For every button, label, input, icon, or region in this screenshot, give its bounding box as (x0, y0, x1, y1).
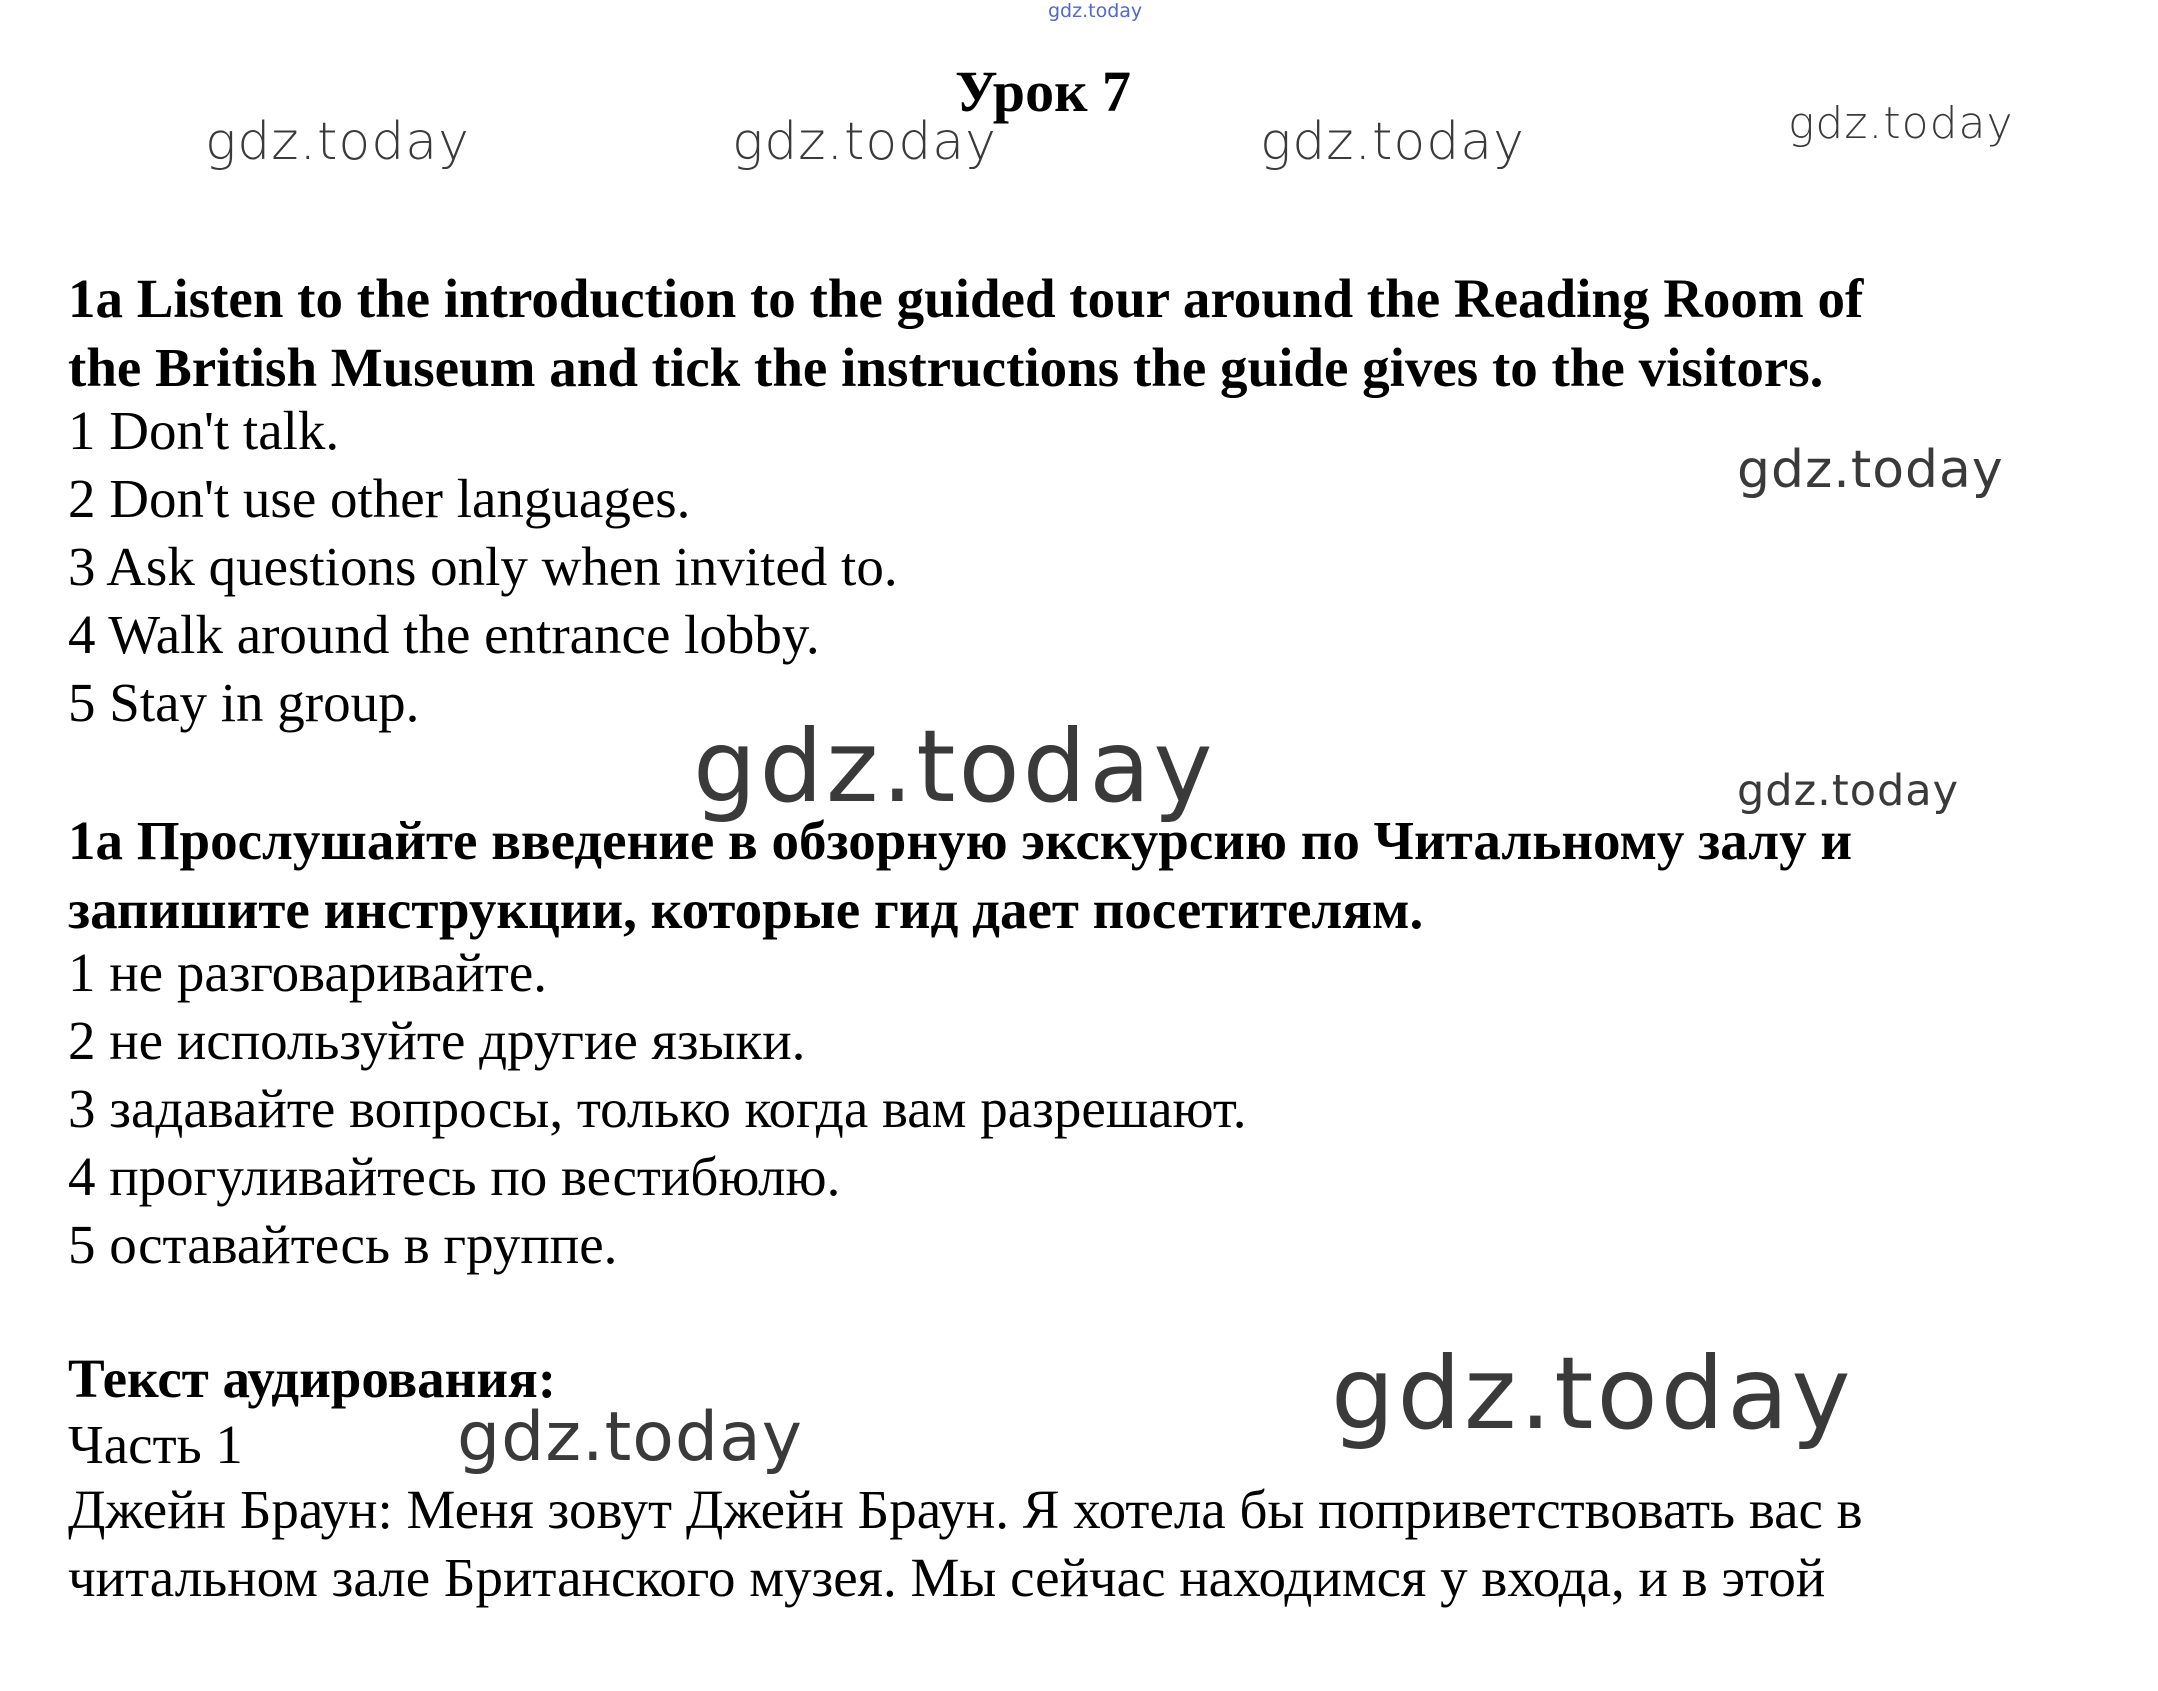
watermark: gdz.today (457, 1398, 803, 1477)
heading-line: the British Museum and tick the instructions the guide gives to the visitors. (68, 337, 1824, 398)
part-label: Часть 1 (68, 1414, 243, 1475)
russian-task-heading (68, 806, 1852, 944)
audio-section-title: Текст аудирования: (68, 1348, 557, 1409)
english-instruction-list (68, 397, 898, 737)
list-item: 3 задавайте вопросы, только когда вам разрешают. (68, 1078, 1247, 1139)
transcript-line: читальном зале Британского музея. Мы сейчас находимся у входа, и в этой (68, 1547, 1826, 1608)
watermark: gdz.today (1788, 98, 2014, 149)
watermark: gdz.today (1260, 112, 1525, 172)
watermark-large: gdz.today (693, 708, 1216, 825)
page-title: Урок 7 (955, 59, 1131, 124)
watermark: gdz.today (1737, 766, 1960, 816)
transcript-line: Джейн Браун: Меня зовут Джейн Браун. Я хотела бы поприветствовать вас в (68, 1479, 1863, 1540)
list-item: 2 Don't use other languages. (68, 468, 691, 529)
russian-instruction-list (68, 939, 1247, 1279)
list-item: 2 не используйте другие языки. (68, 1010, 806, 1071)
list-item: 4 прогуливайтесь по вестибюлю. (68, 1146, 841, 1207)
heading-line: 1a Прослушайте введение в обзорную экскурсию по Читальному залу и (68, 810, 1853, 871)
list-item: 5 Stay in group. (68, 672, 420, 733)
heading-line: запишите инструкции, которые гид дает посетителям. (68, 879, 1424, 940)
watermark: gdz.today (205, 112, 470, 172)
audio-transcript (68, 1476, 2108, 1612)
list-item: 5 оставайтесь в группе. (68, 1214, 618, 1275)
watermark: gdz.today (1737, 440, 2004, 500)
heading-line: 1a Listen to the introduction to the guided tour around the Reading Room of (68, 268, 1864, 329)
list-item: 1 Don't talk. (68, 400, 340, 461)
list-item: 1 не разговаривайте. (68, 942, 548, 1003)
watermark-top: gdz.today (1048, 0, 1143, 22)
list-item: 4 Walk around the entrance lobby. (68, 604, 820, 665)
watermark-large: gdz.today (1331, 1335, 1854, 1452)
watermark: gdz.today (732, 112, 997, 172)
english-task-heading (68, 264, 1863, 402)
list-item: 3 Ask questions only when invited to. (68, 536, 898, 597)
